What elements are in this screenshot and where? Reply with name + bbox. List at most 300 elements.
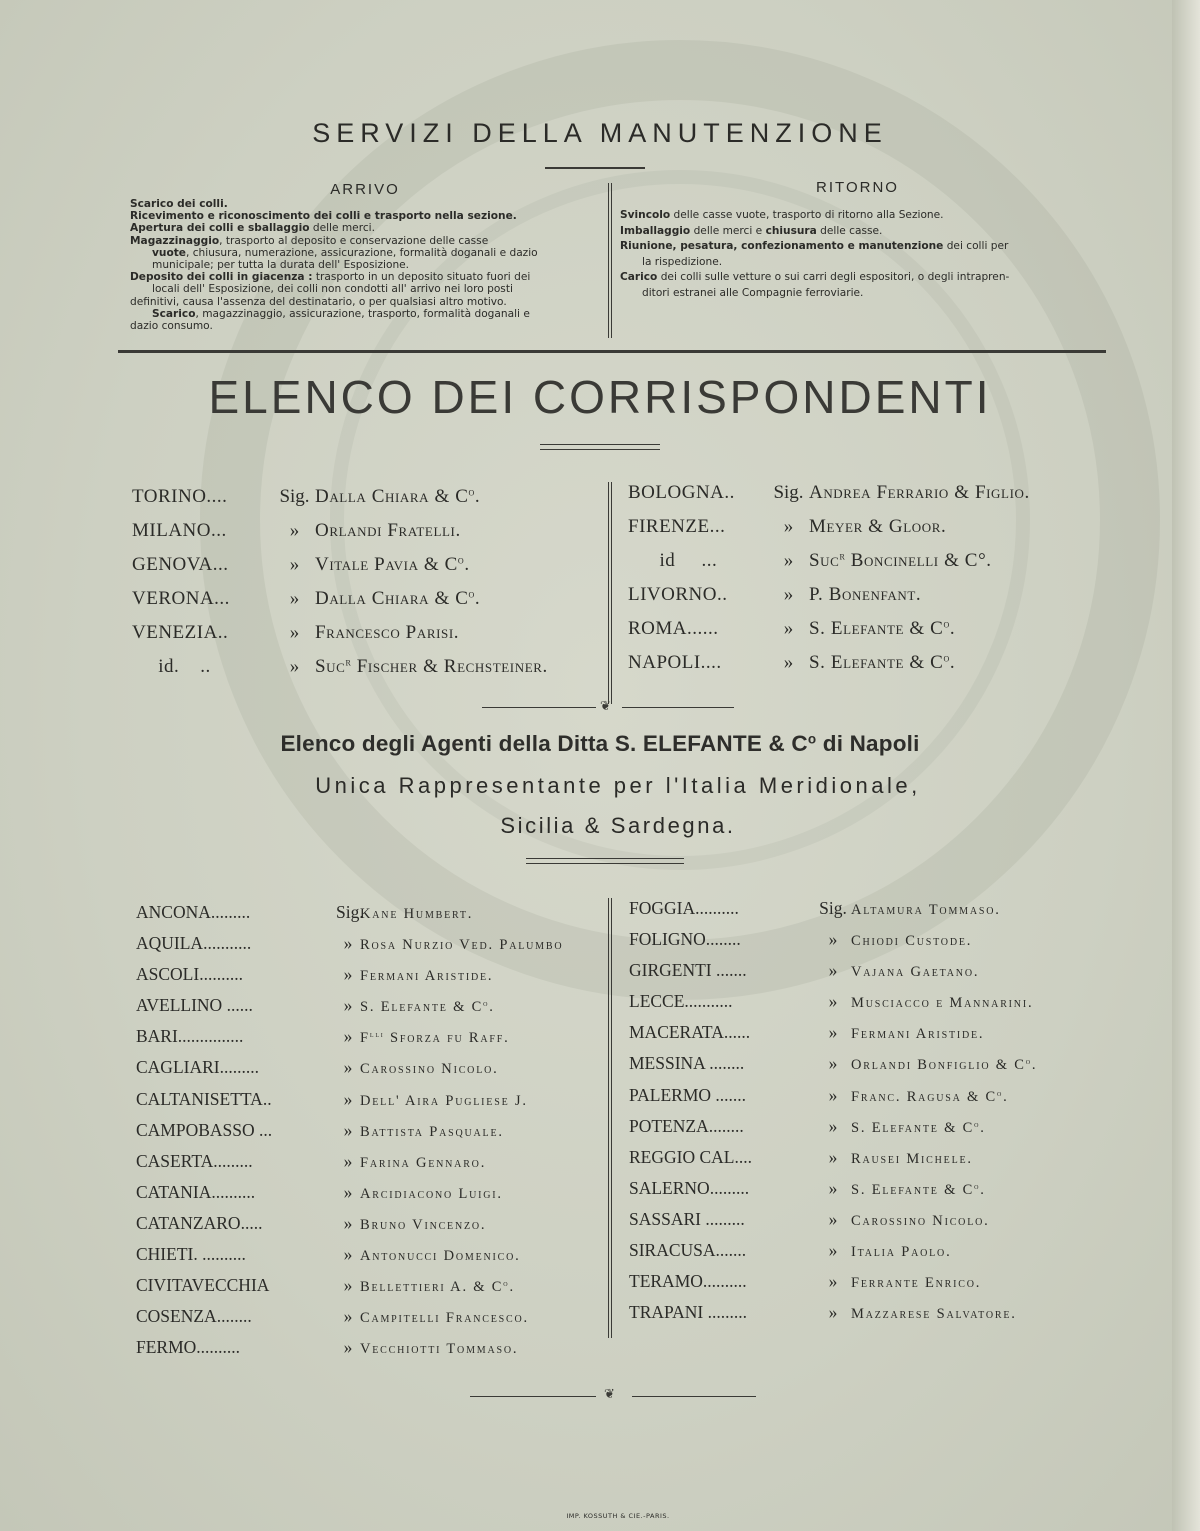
agent-sig: »: [343, 1306, 353, 1327]
ornament-line-left: [482, 707, 596, 708]
agent-name: [360, 961, 493, 992]
agent-row: [629, 1297, 1037, 1328]
agent-name: [851, 1299, 1017, 1330]
agent-row: [629, 1173, 1037, 1204]
agent-name-text: Dell' Aira Pugliese J.: [360, 1092, 528, 1109]
agent-name-sup: o: [974, 1118, 981, 1129]
agent-name-text: Ferrante Enrico.: [851, 1275, 982, 1292]
agent-name-text: Farina Gennaro.: [360, 1154, 487, 1171]
agent-row: [629, 1142, 1037, 1173]
agent-row: [136, 1084, 563, 1115]
agent-sig: »: [343, 1244, 353, 1265]
agenti-right-list: [629, 893, 1037, 1328]
agent-city: ANCONA.........: [136, 902, 251, 922]
agenti-title-end: di Napoli: [816, 731, 920, 756]
corr-name-sup: o: [943, 652, 950, 665]
agent-name-sup: o: [974, 1181, 981, 1192]
page-edge: [1172, 0, 1200, 1531]
corr-row: [628, 510, 1030, 544]
corr-name-text: Francesco Parisi.: [315, 622, 460, 643]
corr-name: [809, 476, 1030, 510]
agent-row: [136, 897, 563, 928]
agent-name: [851, 1237, 952, 1268]
service-line-bold: Svincolo: [620, 209, 671, 221]
agent-city: FERMO..........: [136, 1337, 241, 1358]
ritorno-title: RITORNO: [816, 179, 899, 196]
agent-city: TRAPANI .........: [629, 1302, 747, 1323]
agent-sig: Sig.: [336, 902, 364, 922]
corr-row: [628, 544, 1030, 578]
corr-sig: »: [289, 622, 300, 643]
arrivo-title: ARRIVO: [330, 181, 400, 198]
corr-row: [132, 650, 548, 684]
service-line: [620, 208, 1095, 224]
agent-name-text: Bruno Vincenzo.: [360, 1216, 487, 1233]
arrivo-list: [130, 198, 600, 332]
service-line: [130, 235, 600, 247]
corr-name-text: S. Elefante & C: [809, 618, 944, 639]
agent-name: [360, 899, 473, 930]
service-line: [620, 224, 1095, 240]
corr-row: [628, 476, 1030, 510]
agent-sig: »: [343, 1119, 353, 1140]
service-line-text: , magazzinaggio, assicurazione, trasporto, formalità doganali e: [195, 307, 530, 320]
agent-name-text: Rosa Nurzio Ved. Palumbo: [360, 937, 564, 954]
agent-name-text: Franc. Ragusa & C: [851, 1088, 998, 1105]
section-divider: [118, 350, 1106, 353]
agent-row: [136, 1021, 563, 1052]
agent-row: [629, 1017, 1037, 1048]
agent-sig: »: [828, 1302, 838, 1323]
ornament-line-right: [622, 707, 734, 708]
agenti-title-sup: o: [807, 731, 817, 747]
corr-city: id ...: [628, 550, 718, 571]
agent-sig: »: [343, 1275, 353, 1296]
agent-sig: »: [828, 929, 838, 950]
agent-row: [136, 990, 563, 1021]
corr-name-text: Andrea Ferrario & Figlio.: [809, 482, 1030, 503]
corr-city: VENEZIA..: [132, 622, 229, 643]
agent-name: [360, 1023, 510, 1054]
agent-row: [629, 1048, 1037, 1079]
agent-sig: »: [828, 1084, 838, 1105]
agent-row: [136, 1301, 563, 1332]
corr-name-text: Vitale Pavia & C: [315, 554, 458, 575]
agent-sig: »: [343, 1150, 353, 1171]
agent-name: [851, 1050, 1037, 1081]
corr-name-tail: .: [949, 652, 956, 673]
service-line: [130, 247, 600, 259]
agent-name-text: Fermani Aristide.: [360, 968, 494, 985]
agenti-subtitle-2: Sicilia & Sardegna.: [500, 813, 736, 838]
agent-sig: »: [828, 1146, 838, 1167]
agent-name-sup: o: [503, 1278, 510, 1289]
service-line: [130, 222, 600, 234]
agent-sig: »: [343, 995, 353, 1016]
agent-row: [629, 893, 1037, 924]
corr-sig: »: [783, 550, 794, 571]
agent-row: [136, 1052, 563, 1083]
agent-sig: »: [343, 933, 353, 954]
corr-name-tail: .: [464, 554, 470, 575]
service-line: [130, 320, 600, 332]
corr-city: TORINO....: [132, 486, 228, 507]
agent-sig: »: [828, 1022, 838, 1043]
agent-sig: »: [828, 1053, 838, 1074]
service-line-text: locali dell' Esposizione, dei colli non condotti all' arrivo nei loro posti: [152, 283, 513, 296]
agent-city: CATANZARO.....: [136, 1212, 263, 1233]
service-line-bold: Carico: [620, 271, 658, 283]
agent-name: [851, 1144, 973, 1175]
corr-row: [628, 578, 1030, 612]
service-line: [130, 308, 600, 320]
services-title-rule: [545, 167, 645, 169]
service-line: [130, 271, 600, 283]
corr-name-tail: Fischer & Rechsteiner.: [351, 656, 548, 677]
corr-name-text: Dalla Chiara & C: [315, 486, 469, 507]
agent-name: [851, 895, 1001, 926]
corr-name-sup: o: [943, 618, 950, 631]
service-line-text: , trasporto al deposito e conservazione delle casse: [219, 234, 489, 247]
agent-sig: »: [343, 1181, 353, 1202]
agent-name-text: Antonucci Domenico.: [360, 1248, 521, 1265]
corr-name-text: P. Bonenfant.: [809, 584, 922, 605]
corr-row: [132, 480, 548, 514]
corr-name-text: Suc: [315, 656, 346, 677]
corr-name-sup: o: [457, 554, 465, 567]
agent-name: [360, 1272, 515, 1303]
service-line: [620, 255, 1095, 271]
agent-row: [629, 1235, 1037, 1266]
service-line-text: dazio consumo.: [130, 320, 213, 333]
agent-name-text: Fermani Aristide.: [851, 1026, 985, 1043]
agent-name: [360, 1086, 528, 1117]
corr-city: FIRENZE...: [628, 516, 726, 537]
corr-city: LIVORNO..: [628, 584, 728, 605]
service-line: [130, 283, 600, 295]
service-line-text: definitivi, causa l'assenza del destinatario, o per qualsiasi altro motivo.: [130, 295, 507, 308]
service-line: [130, 198, 600, 210]
corr-name-sup: r: [839, 550, 846, 563]
corr-name-text: Dalla Chiara & C: [315, 588, 469, 609]
agent-name: [851, 988, 1033, 1019]
agent-row: [136, 1177, 563, 1208]
corr-name: [315, 548, 470, 582]
agent-city: CASERTA.........: [136, 1150, 253, 1171]
agent-name-text: Carossino Nicolo.: [851, 1212, 990, 1229]
corr-row: [628, 612, 1030, 646]
agenti-title: [0, 731, 1200, 757]
service-line-bold: Scarico dei colli.: [130, 198, 228, 210]
agent-sig: »: [828, 1271, 838, 1292]
agent-name-text: Carossino Nicolo.: [360, 1061, 499, 1078]
agent-name-text: Orlandi Bonfiglio & C: [851, 1057, 1026, 1074]
corr-name-text: Suc: [809, 550, 840, 571]
agent-name-text: Altamura Tommaso.: [851, 902, 1001, 918]
agent-name: [851, 1113, 986, 1144]
corr-row: [628, 646, 1030, 680]
service-line-bold: Deposito dei colli in giacenza :: [130, 271, 313, 284]
corr-name-tail: .: [474, 486, 481, 507]
corrispondenti-left-list: [132, 480, 548, 684]
agent-row: [136, 1115, 563, 1146]
service-line-bold: Magazzinaggio: [130, 234, 220, 247]
corr-row: [132, 548, 548, 582]
corr-city: MILANO...: [132, 520, 227, 541]
service-line-bold: Ricevimento e riconoscimento dei colli e trasporto nella sezione.: [130, 210, 517, 223]
service-line-text: dei colli per: [943, 240, 1009, 252]
agent-name-text: S. Elefante & C: [851, 1119, 975, 1136]
agent-row: [136, 928, 563, 959]
corr-sig: »: [289, 520, 300, 541]
service-line: [620, 270, 1095, 286]
agent-name: [851, 957, 979, 988]
agent-name: [851, 926, 972, 957]
agent-name-tail: Sforza fu Raff.: [384, 1030, 510, 1047]
agent-name: [851, 1268, 981, 1299]
agent-sig: »: [343, 1057, 353, 1078]
agent-name-sup: lli: [369, 1029, 385, 1040]
agent-city: FOLIGNO........: [629, 929, 741, 950]
agent-name-text: F: [360, 1030, 370, 1047]
agent-name-tail: .: [1031, 1057, 1038, 1074]
agent-sig: Sig.: [819, 898, 847, 918]
agent-city: LECCE...........: [629, 991, 733, 1012]
agent-name-text: Italia Paolo.: [851, 1244, 952, 1261]
corr-name: [315, 480, 480, 514]
corr-name-sup: r: [345, 656, 352, 669]
agent-name-text: Kane Humbert.: [360, 906, 474, 922]
agent-city: ASCOLI..........: [136, 964, 243, 985]
agent-name: [360, 930, 563, 961]
corr-name: [809, 612, 955, 646]
corr-name-text: S. Elefante & C: [809, 652, 944, 673]
agent-name-text: Campitelli Francesco.: [360, 1310, 529, 1327]
service-line-text: dei colli sulle vetture o sui carri degli espositori, o degli intrapren-: [657, 271, 1010, 283]
agent-sig: »: [343, 1212, 353, 1233]
agent-name-sup: o: [997, 1087, 1004, 1098]
agent-name-tail: .: [509, 1279, 515, 1296]
agent-city: TERAMO..........: [629, 1271, 747, 1292]
agent-name-text: S. Elefante & C: [851, 1181, 975, 1198]
corr-city: GENOVA...: [132, 554, 229, 575]
agent-row: [629, 1111, 1037, 1142]
agent-name: [360, 1179, 503, 1210]
agent-name-tail: .: [489, 999, 495, 1016]
agent-city: BARI...............: [136, 1026, 244, 1047]
agent-city: CAMPOBASSO ...: [136, 1119, 273, 1140]
corr-name: [315, 650, 548, 684]
agent-name: [851, 1082, 1009, 1113]
agent-name-text: Mazzarese Salvatore.: [851, 1306, 1017, 1323]
agenti-divider: [608, 898, 612, 1338]
corr-name: [809, 544, 992, 578]
ornament-flourish: ❦: [600, 698, 611, 713]
footer-ornament-flourish: ❦: [604, 1386, 615, 1401]
corr-sig: »: [289, 588, 300, 609]
agent-name-text: Vecchiotti Tommaso.: [360, 1341, 519, 1358]
agent-row: [136, 1270, 563, 1301]
corr-city: ROMA......: [628, 618, 719, 639]
agenti-left-list: [136, 897, 563, 1363]
agent-city: AQUILA...........: [136, 933, 252, 954]
agent-row: [136, 959, 563, 990]
agent-name-tail: .: [980, 1119, 986, 1136]
service-line-text: , chiusura, numerazione, assicurazione, formalità doganali e dazio: [185, 246, 538, 259]
corr-sig: »: [783, 652, 794, 673]
agent-row: [629, 924, 1037, 955]
agent-sig: »: [828, 1240, 838, 1261]
corr-name-tail: Boncinelli & C°.: [845, 550, 992, 571]
corr-row: [132, 616, 548, 650]
agent-name: [851, 1019, 984, 1050]
service-line: [130, 296, 600, 308]
corr-row: [132, 514, 548, 548]
corr-sig: Sig.: [773, 482, 804, 503]
agent-city: MESSINA ........: [629, 1053, 745, 1074]
agent-name: [360, 1210, 486, 1241]
agent-city: MACERATA......: [629, 1022, 751, 1043]
agent-row: [136, 1146, 563, 1177]
service-line: [620, 286, 1095, 302]
agent-name-tail: .: [980, 1181, 986, 1198]
agent-sig: »: [343, 1026, 353, 1047]
corr-name-text: Meyer & Gloor.: [809, 516, 947, 537]
corr-name-sup: o: [468, 588, 475, 601]
service-line-bold: Imballaggio: [620, 224, 691, 237]
service-line-text: delle casse vuote, trasporto di ritorno alla Sezione.: [670, 209, 944, 221]
agent-city: CHIETI. ..........: [136, 1244, 246, 1265]
corrispondenti-right-list: [628, 476, 1030, 680]
agent-sig: »: [828, 1115, 838, 1136]
agent-city: CATANIA..........: [136, 1181, 256, 1202]
agent-row: [629, 1266, 1037, 1297]
agent-name-text: Vajana Gaetano.: [851, 964, 980, 981]
service-line-text: municipale; per tutta la durata dell' Esposizione.: [152, 259, 410, 272]
agent-city: CAGLIARI.........: [136, 1057, 259, 1078]
agent-name: [360, 992, 495, 1023]
ritorno-list: [620, 208, 1095, 301]
corr-city: VERONA...: [132, 588, 230, 609]
agent-name: [360, 1241, 521, 1272]
title-ornament-rule: [540, 444, 660, 450]
service-line-bold: chiusura: [765, 224, 817, 237]
services-divider: [608, 183, 612, 338]
agent-city: PALERMO .......: [629, 1084, 747, 1105]
agent-sig: »: [343, 1088, 353, 1109]
agent-name-tail: .: [1003, 1088, 1009, 1105]
agenti-title-main: Elenco degli Agenti della Ditta S. ELEFANTE & C: [280, 731, 808, 756]
agent-city: AVELLINO ......: [136, 995, 253, 1016]
service-line-text: trasporto in un deposito situato fuori dei: [312, 271, 531, 284]
service-line-text: delle merci e: [690, 224, 766, 237]
agent-name-text: Chiodi Custode.: [851, 933, 973, 950]
service-line-text: delle merci.: [309, 222, 375, 235]
agent-sig: »: [343, 964, 353, 985]
corr-sig: »: [289, 656, 300, 677]
agent-city: COSENZA........: [136, 1306, 252, 1327]
corrispondenti-divider: [608, 482, 612, 704]
service-line: [130, 259, 600, 271]
corr-name: [809, 510, 946, 544]
agent-city: FOGGIA..........: [629, 898, 739, 918]
corr-sig: Sig.: [279, 486, 310, 507]
agent-city: CIVITAVECCHIA: [136, 1275, 270, 1296]
agent-city: POTENZA........: [629, 1115, 744, 1136]
service-line: [130, 210, 600, 222]
agent-name-text: Arcidiacono Luigi.: [360, 1185, 503, 1202]
agenti-ornament-rule: [526, 858, 684, 864]
service-line-text: delle casse.: [816, 224, 883, 237]
agent-row: [629, 1204, 1037, 1235]
agent-city: CALTANISETTA..: [136, 1088, 272, 1109]
agent-name-text: Rausei Michele.: [851, 1150, 973, 1167]
agent-sig: »: [828, 991, 838, 1012]
corr-city: NAPOLI....: [628, 652, 722, 673]
corr-name: [315, 616, 459, 650]
agent-name-sup: o: [483, 998, 490, 1009]
agent-name: [360, 1148, 486, 1179]
corr-name: [315, 582, 480, 616]
corr-name-sup: o: [468, 486, 475, 499]
service-line-bold: Apertura dei colli e sballaggio: [130, 222, 310, 235]
agent-row: [136, 1332, 563, 1363]
corrispondenti-title: ELENCO DEI CORRISPONDENTI: [208, 371, 992, 423]
agent-name: [851, 1206, 990, 1237]
agent-name-sup: o: [1025, 1056, 1032, 1067]
agenti-subtitle: Unica Rappresentante per l'Italia Meridionale,: [315, 773, 921, 798]
corr-sig: »: [289, 554, 300, 575]
footer-ornament-line-left: [470, 1396, 596, 1397]
corr-sig: »: [783, 584, 794, 605]
agent-city: SASSARI .........: [629, 1208, 745, 1229]
agent-sig: »: [828, 1208, 838, 1229]
service-line-bold: Scarico: [152, 307, 196, 320]
corr-sig: »: [783, 516, 794, 537]
corr-row: [132, 582, 548, 616]
agent-sig: »: [828, 960, 838, 981]
corr-name: [315, 514, 461, 548]
corr-name-tail: .: [949, 618, 956, 639]
corr-sig: »: [783, 618, 794, 639]
agent-sig: »: [828, 1177, 838, 1198]
footer-ornament-line-right: [632, 1396, 756, 1397]
agent-name: [360, 1334, 518, 1365]
service-line-text: la rispedizione.: [642, 255, 723, 268]
agent-row: [629, 986, 1037, 1017]
agent-name-text: Musciacco e Mannarini.: [851, 995, 1034, 1012]
service-line-bold: vuote: [152, 246, 186, 259]
agent-name: [360, 1117, 504, 1148]
service-line-text: ditori estranei alle Compagnie ferroviarie.: [642, 286, 864, 299]
corr-name: [809, 646, 955, 680]
corr-city: id. ..: [132, 656, 211, 677]
agent-row: [136, 1239, 563, 1270]
agent-sig: »: [343, 1337, 353, 1358]
service-line-bold: Riunione, pesatura, confezionamento e manutenzione: [620, 240, 944, 252]
agent-city: SIRACUSA.......: [629, 1240, 747, 1261]
agent-row: [629, 955, 1037, 986]
agent-name-text: Bellettieri A. & C: [360, 1279, 504, 1296]
agent-row: [136, 1208, 563, 1239]
service-line: [620, 239, 1095, 255]
agent-row: [629, 1080, 1037, 1111]
agent-city: GIRGENTI .......: [629, 960, 747, 981]
corr-name-tail: .: [474, 588, 481, 609]
corr-name: [809, 578, 921, 612]
agent-name: [851, 1175, 986, 1206]
agent-name: [360, 1054, 499, 1085]
